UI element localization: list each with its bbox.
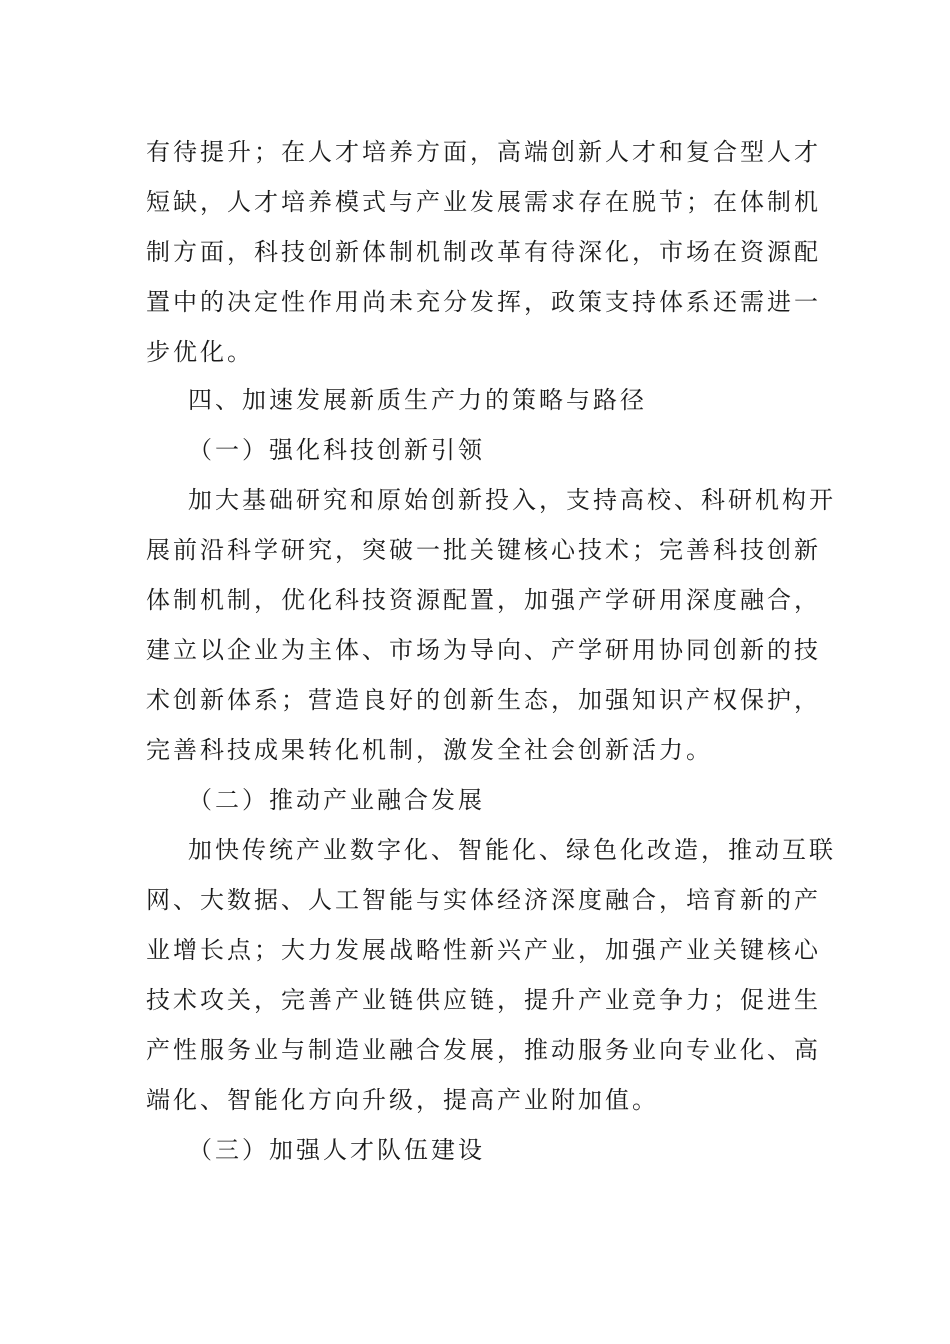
body-text-line: 端化、智能化方向升级，提高产业附加值。 <box>146 1086 659 1114</box>
body-text-line: 产性服务业与制造业融合发展，推动服务业向专业化、高 <box>146 1036 821 1064</box>
body-text-line: 业增长点；大力发展战略性新兴产业，加强产业关键核心 <box>146 936 821 964</box>
body-text-line: 技术攻关，完善产业链供应链，提升产业竞争力；促进生 <box>146 986 821 1014</box>
body-text-line: 完善科技成果转化机制，激发全社会创新活力。 <box>146 736 713 764</box>
body-text-line: 短缺，人才培养模式与产业发展需求存在脱节；在体制机 <box>146 188 821 216</box>
body-text-line: 术创新体系；营造良好的创新生态，加强知识产权保护， <box>146 686 821 714</box>
body-text-line: 制方面，科技创新体制机制改革有待深化，市场在资源配 <box>146 238 821 266</box>
body-text-line: 体制机制，优化科技资源配置，加强产学研用深度融合， <box>146 586 821 614</box>
subsection-heading: （一）强化科技创新引领 <box>188 436 485 464</box>
body-text-line: 置中的决定性作用尚未充分发挥，政策支持体系还需进一 <box>146 288 821 316</box>
body-text-line: 网、大数据、人工智能与实体经济深度融合，培育新的产 <box>146 886 821 914</box>
body-text-line: 建立以企业为主体、市场为导向、产学研用协同创新的技 <box>146 636 821 664</box>
body-text-line: 有待提升；在人才培养方面，高端创新人才和复合型人才 <box>146 138 821 166</box>
section-heading: 四、加速发展新质生产力的策略与路径 <box>188 386 647 414</box>
paragraph-first-line: 加大基础研究和原始创新投入，支持高校、科研机构开 <box>188 486 836 514</box>
subsection-heading: （二）推动产业融合发展 <box>188 786 485 814</box>
subsection-heading: （三）加强人才队伍建设 <box>188 1136 485 1164</box>
body-text-line: 展前沿科学研究，突破一批关键核心技术；完善科技创新 <box>146 536 821 564</box>
body-text-line: 步优化。 <box>146 338 254 366</box>
paragraph-first-line: 加快传统产业数字化、智能化、绿色化改造，推动互联 <box>188 836 836 864</box>
